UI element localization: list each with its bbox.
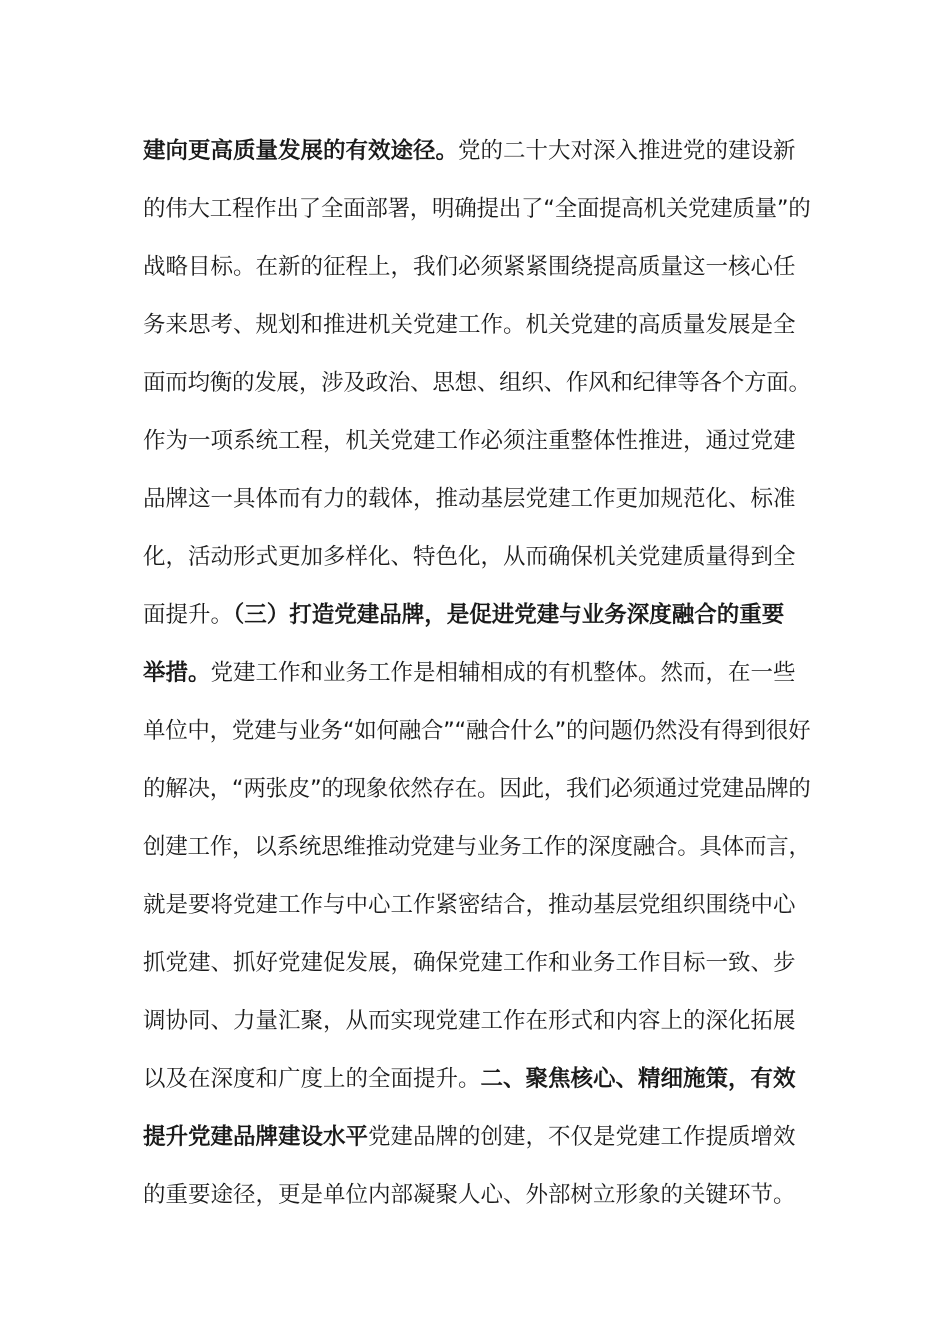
text-segment: 党建品牌的创建，不仅是党建工作提质增效 (368, 1124, 796, 1150)
text-segment: 的伟大工程作出了全面部署，明确提出了“全面提高机关党建质量”的 (143, 196, 811, 222)
text-segment: 面而均衡的发展，涉及政治、思想、组织、作风和纪律等各个方面。 (143, 370, 811, 396)
text-segment: 品牌这一具体而有力的载体，推动基层党建工作更加规范化、标准 (143, 486, 796, 512)
text-line (143, 528, 811, 586)
text-segment: 调协同、力量汇聚，从而实现党建工作在形式和内容上的深化拓展 (143, 1008, 796, 1034)
bold-text-segment: 举措。 (143, 660, 211, 686)
text-segment: 的重要途径，更是单位内部凝聚人心、外部树立形象的关键环节。 (143, 1182, 796, 1208)
text-line (143, 354, 811, 412)
text-segment: 单位中，党建与业务“如何融合”“融合什么”的问题仍然没有得到很好 (143, 718, 811, 744)
text-line (143, 238, 811, 296)
text-line (143, 702, 811, 760)
text-line (143, 644, 811, 702)
text-segment: 党建工作和业务工作是相辅相成的有机整体。然而，在一些 (210, 660, 796, 686)
text-segment: 以及在深度和广度上的全面提升。 (143, 1066, 481, 1092)
text-line (143, 122, 811, 180)
text-segment: 作为一项系统工程，机关党建工作必须注重整体性推进，通过党建 (143, 428, 796, 454)
text-segment: 党的二十大对深入推进党的建设新 (458, 138, 796, 164)
text-line (143, 296, 811, 354)
text-segment: 化，活动形式更加多样化、特色化，从而确保机关党建质量得到全 (143, 544, 796, 570)
text-line (143, 992, 811, 1050)
text-line (143, 470, 811, 528)
body-text (143, 122, 811, 1224)
text-segment: 的解决，“两张皮”的现象依然存在。因此，我们必须通过党建品牌的 (143, 776, 811, 802)
text-segment: 抓党建、抓好党建促发展，确保党建工作和业务工作目标一致、步 (143, 950, 796, 976)
text-segment: 就是要将党建工作与中心工作紧密结合，推动基层党组织围绕中心 (143, 892, 796, 918)
bold-text-segment: 建向更高质量发展的有效途径。 (143, 138, 459, 164)
text-line (143, 818, 811, 876)
text-line (143, 760, 811, 818)
text-line (143, 934, 811, 992)
text-segment: 务来思考、规划和推进机关党建工作。机关党建的高质量发展是全 (143, 312, 796, 338)
bold-text-segment: 二、聚焦核心、精细施策，有效 (480, 1066, 796, 1092)
text-line (143, 876, 811, 934)
bold-text-segment: （三）打造党建品牌，是促进党建与业务深度融合的重要 (233, 602, 785, 628)
bold-text-segment: 提升党建品牌建设水平 (143, 1124, 369, 1150)
text-line (143, 1108, 811, 1166)
text-line (143, 586, 811, 644)
text-line (143, 180, 811, 238)
text-line (143, 412, 811, 470)
text-segment: 创建工作，以系统思维推动党建与业务工作的深度融合。具体而言， (143, 834, 811, 860)
text-segment: 战略目标。在新的征程上，我们必须紧紧围绕提高质量这一核心任 (143, 254, 796, 280)
text-line (143, 1050, 811, 1108)
text-segment: 面提升。 (143, 602, 234, 628)
text-line (143, 1166, 811, 1224)
